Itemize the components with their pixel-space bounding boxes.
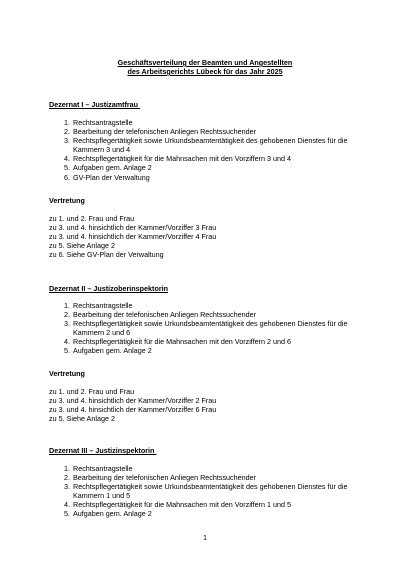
list-item <box>49 473 369 482</box>
vertretung-line: zu 3. und 4. hinsichtlich der Kammer/Vorziffer 6 Frau <box>49 405 217 415</box>
vertretung-line: zu 6. Siehe GV-Plan der Verwaltung <box>49 250 164 260</box>
list-item <box>49 310 369 319</box>
list-item-number: 3. <box>64 136 70 146</box>
section-heading-dezernat-2: Dezernat II – Justizoberinspektorin <box>49 284 169 293</box>
task-list-dezernat-1 <box>49 118 369 182</box>
list-item-number: 4. <box>64 337 70 347</box>
list-item-number: 2. <box>64 473 70 483</box>
list-item-number: 2. <box>64 310 70 320</box>
list-item-text: Bearbeitung der telefonischen Anliegen Rechtssuchender <box>73 473 257 483</box>
vertretung-line: zu 3. und 4. hinsichtlich der Kammer/Vorziffer 3 Frau <box>49 223 217 233</box>
list-item-text: Rechtspflegertätigkeit für die Mahnsachen mit den Vorziffern 3 und 4 <box>73 154 292 164</box>
vertretung-heading-dezernat-2: Vertretung <box>49 369 85 378</box>
vertretung-line: zu 1. und 2. Frau und Frau <box>49 387 135 396</box>
list-item <box>49 482 369 500</box>
list-item <box>49 346 369 355</box>
vertretung-line: zu 1. und 2. Frau und Frau <box>49 214 135 223</box>
list-item-text: Aufgaben gem. Anlage 2 <box>73 163 152 173</box>
list-item <box>49 464 369 473</box>
list-item-number: 5. <box>64 163 70 173</box>
list-item <box>49 127 369 136</box>
list-item <box>49 136 369 154</box>
task-list-dezernat-2 <box>49 301 369 356</box>
document-title-line-2: des Arbeitsgerichts Lübeck für das Jahr 2025 <box>127 67 283 76</box>
list-item <box>49 337 369 346</box>
list-item-number: 3. <box>64 319 70 329</box>
list-item-text: Rechtspflegertätigkeit sowie Urkundsbeamtentätigkeit des gehobenen Dienstes für die Kammern 3 und 4 <box>73 136 348 155</box>
document-title-line-1: Geschäftsverteilung der Beamten und Angestellten <box>117 58 293 67</box>
list-item-number: 2. <box>64 127 70 137</box>
list-item-text: Rechtspflegertätigkeit sowie Urkundsbeamtentätigkeit des gehobenen Dienstes für die Kammern 1 und 5 <box>73 482 348 501</box>
task-list-dezernat-3 <box>49 464 369 519</box>
list-item-number: 6. <box>64 172 70 182</box>
list-item-number: 1. <box>64 301 70 310</box>
list-item-text: GV-Plan der Verwaltung <box>73 172 150 182</box>
list-item <box>49 500 369 509</box>
list-item-text: Rechtsantragstelle <box>73 464 133 473</box>
list-item-number: 1. <box>64 118 70 127</box>
list-item-text: Rechtsantragstelle <box>73 301 133 310</box>
page-number: 1 <box>203 533 207 542</box>
vertretung-list-dezernat-2 <box>49 387 369 423</box>
list-item-text: Bearbeitung der telefonischen Anliegen Rechtssuchender <box>73 310 257 320</box>
vertretung-heading-dezernat-1: Vertretung <box>49 196 85 205</box>
list-item <box>49 163 369 172</box>
list-item-number: 5. <box>64 346 70 356</box>
list-item-number: 4. <box>64 154 70 164</box>
list-item <box>49 509 369 518</box>
list-item <box>49 173 369 182</box>
list-item-number: 3. <box>64 482 70 492</box>
vertretung-line: zu 5. Siehe Anlage 2 <box>49 241 115 251</box>
list-item-number: 4. <box>64 500 70 510</box>
list-item-text: Bearbeitung der telefonischen Anliegen Rechtssuchender <box>73 127 257 137</box>
list-item-text: Rechtsantragstelle <box>73 118 133 127</box>
list-item-text: Aufgaben gem. Anlage 2 <box>73 346 152 356</box>
list-item-text: Rechtspflegertätigkeit für die Mahnsachen mit den Vorziffern 2 und 6 <box>73 337 292 347</box>
list-item-number: 5. <box>64 509 70 519</box>
list-item-text: Aufgaben gem. Anlage 2 <box>73 509 152 519</box>
list-item-number: 1. <box>64 464 70 473</box>
vertretung-line: zu 3. und 4. hinsichtlich der Kammer/Vorziffer 2 Frau <box>49 396 217 406</box>
list-item <box>49 301 369 310</box>
section-heading-dezernat-3: Dezernat III – Justizinspektorin <box>49 446 157 455</box>
vertretung-line: zu 3. und 4. hinsichtlich der Kammer/Vorziffer 4 Frau <box>49 232 217 242</box>
list-item-text: Rechtspflegertätigkeit sowie Urkundsbeamtentätigkeit des gehobenen Dienstes für die Kammern 2 und 6 <box>73 319 348 338</box>
section-heading-dezernat-1: Dezernat I – Justizamtfrau <box>49 100 141 109</box>
list-item-text: Rechtspflegertätigkeit für die Mahnsachen mit den Vorziffern 1 und 5 <box>73 500 292 510</box>
list-item <box>49 118 369 127</box>
list-item <box>49 154 369 163</box>
list-item <box>49 319 369 337</box>
vertretung-line: zu 5. Siehe Anlage 2 <box>49 414 115 424</box>
vertretung-list-dezernat-1 <box>49 214 369 259</box>
